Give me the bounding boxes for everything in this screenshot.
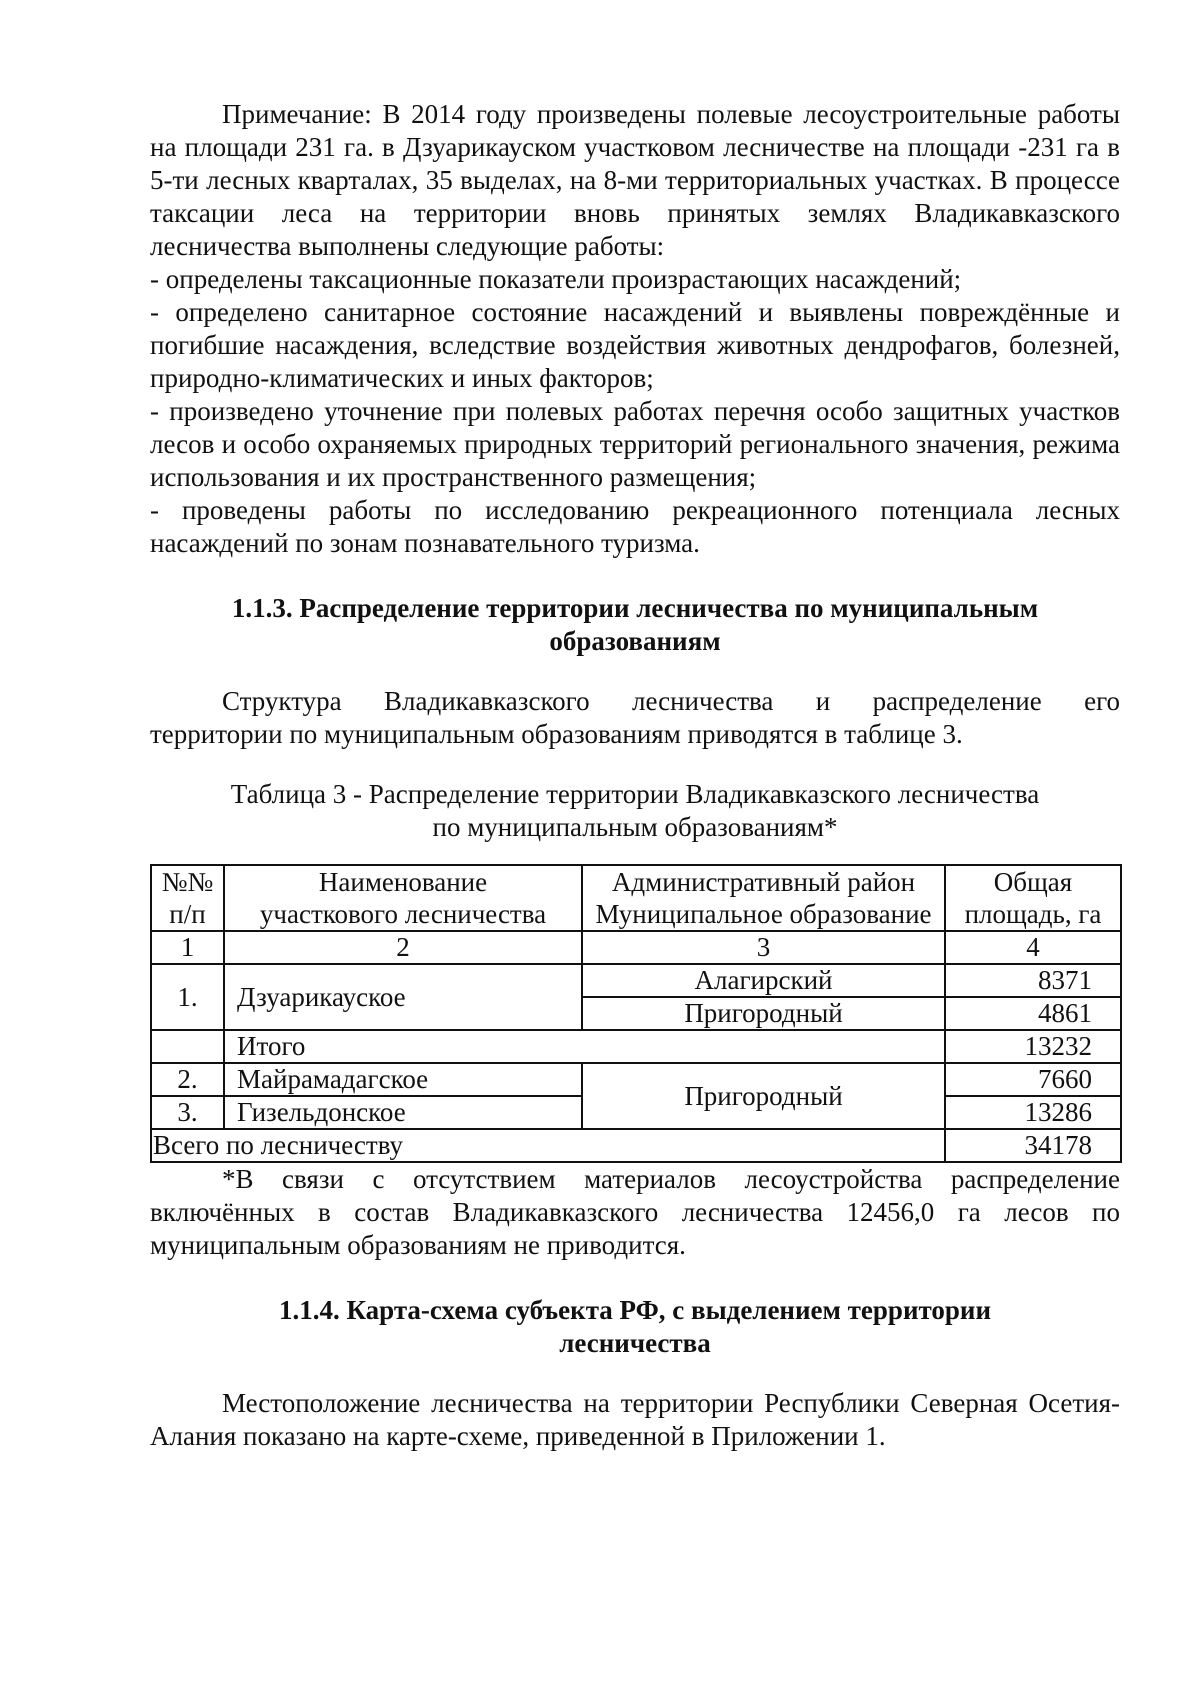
header-number: [151, 865, 224, 931]
area-value: 8371: [945, 964, 1121, 997]
note-bullet-3: - произведено уточнение при полевых работах перечня особо защитных участков лесов и особо охраняемых природных территорий регионального значения, режима использования и их пространственного размещения;: [150, 396, 1120, 492]
section-113-heading-line1: 1.1.3. Распределение территории лесничества по муниципальным: [231, 593, 1039, 623]
area-value: 4861: [945, 997, 1121, 1030]
column-number-3: 3: [582, 931, 945, 964]
section-113-heading-line2: образованиям: [549, 626, 721, 656]
section-114-heading-line2: лесничества: [559, 1328, 711, 1358]
table-row: [151, 1063, 1121, 1096]
column-number-1: 1: [151, 931, 224, 964]
area-value: 13286: [945, 1096, 1121, 1129]
total-row: [151, 1129, 1121, 1162]
forestry-name: Гизельдонское: [224, 1096, 582, 1129]
header-area: [945, 865, 1121, 931]
note-bullet-4: - проведены работы по исследованию рекреационного потенциала лесных насаждений по зонам познавательного туризма.: [150, 495, 1120, 558]
column-number-4: 4: [945, 931, 1121, 964]
row-number: 3.: [151, 1096, 224, 1129]
district-name: Пригородный: [582, 1063, 945, 1129]
table-header-row: [151, 865, 1121, 931]
section-114-text: Местоположение лесничества на территории Республики Северная Осетия-Алания показано на карте-схеме, приведенной в Приложении 1.: [150, 1388, 1120, 1451]
table-caption-line1: Таблица 3 - Распределение территории Владикавказского лесничества: [230, 779, 1040, 809]
header-area-line2: площадь, га: [964, 899, 1102, 929]
district-name: Пригородный: [582, 997, 945, 1030]
header-forestry-name: [224, 865, 582, 931]
header-area-line1: Общая: [993, 867, 1073, 897]
subtotal-row: [151, 1030, 1121, 1063]
note-paragraph: Примечание: В 2014 году произведены полевые лесоустроительные работы на площади 231 га. в Дзуарикауском участковом лесничестве на площади -231 га в 5-ти лесных кварталах, 35 выделах, на 8-ми территориальных участках. В процессе таксации леса на территории вновь принятых землях Владикавказского лесничества выполнены следующие работы:: [150, 99, 1120, 261]
forestry-name: Майрамадагское: [224, 1063, 582, 1096]
area-value: 7660: [945, 1063, 1121, 1096]
page-content: [150, 98, 1120, 1453]
distribution-table: [150, 864, 1122, 1163]
note-bullet-2: - определено санитарное состояние насаждений и выявлены повреждённые и погибшие насаждения, вследствие воздействия животных дендрофагов, болезней, природно-климатических и иных факторов;: [150, 297, 1120, 393]
header-number-line1: №№: [161, 867, 214, 897]
table-caption-line2: по муниципальным образованиям*: [432, 812, 838, 842]
subtotal-area: 13232: [945, 1030, 1121, 1063]
header-district: [582, 865, 945, 931]
forestry-name: Дзуарикауское: [224, 964, 582, 1030]
header-forestry-name-line2: участкового лесничества: [259, 899, 547, 929]
empty-cell: [151, 1030, 224, 1063]
row-number: 1.: [151, 964, 224, 1030]
row-number: 2.: [151, 1063, 224, 1096]
header-district-line2: Муниципальное образование: [595, 899, 932, 929]
section-113-text-line1: Структура Владикавказского лесничества и распределение его: [222, 686, 1120, 716]
note-bullet-1: - определены таксационные показатели произрастающих насаждений;: [150, 264, 962, 294]
column-number-2: 2: [224, 931, 582, 964]
header-number-line2: п/п: [169, 899, 206, 929]
header-forestry-name-line1: Наименование: [318, 867, 488, 897]
total-label: Всего по лесничеству: [151, 1129, 945, 1162]
column-number-row: [151, 931, 1121, 964]
section-114-heading-line1: 1.1.4. Карта-схема субъекта РФ, с выделением территории: [278, 1295, 992, 1325]
total-area: 34178: [945, 1129, 1121, 1162]
header-district-line1: Административный район: [611, 867, 916, 897]
section-113-text-line2: территории по муниципальным образованиям приводятся в таблице 3.: [150, 719, 963, 749]
district-name: Алагирский: [582, 964, 945, 997]
table-footnote: *В связи с отсутствием материалов лесоустройства распределение включённых в состав Владикавказского лесничества 12456,0 га лесов по муниципальным образованиям не приводится.: [150, 1164, 1120, 1260]
table-row: [151, 964, 1121, 997]
subtotal-label: Итого: [224, 1030, 945, 1063]
